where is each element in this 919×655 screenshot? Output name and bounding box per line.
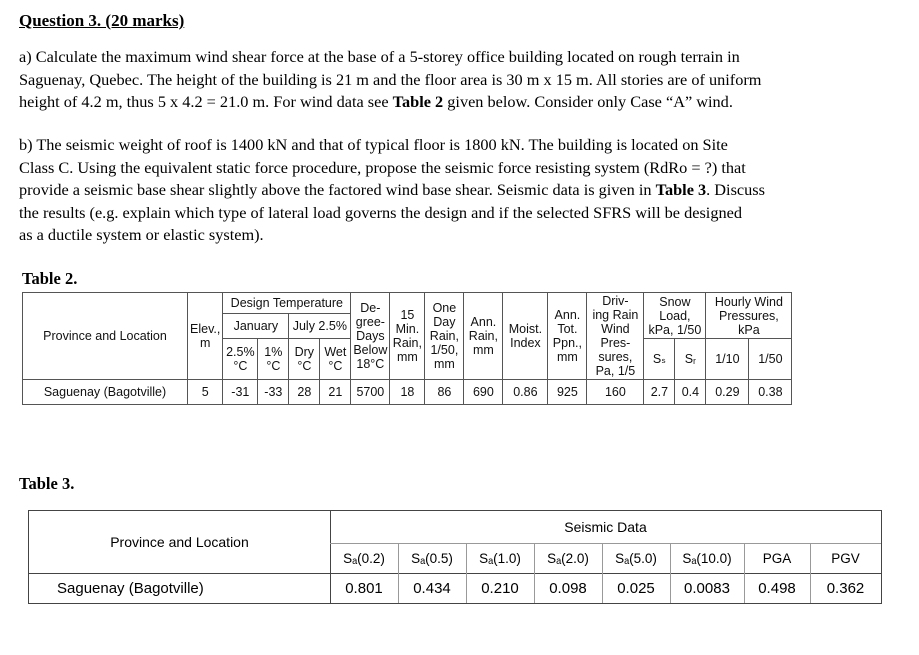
table2-label: Table 2.	[22, 269, 78, 288]
t3-value-sa20: 0.098	[549, 580, 587, 597]
part-a-line-3-end: given below. Consider only Case “A” wind.	[443, 92, 733, 111]
t2-ann-tot-ppn-header: Ann. Tot. Ppn., mm	[548, 293, 587, 380]
part-b-line-2: Class C. Using the equivalent static force procedure, propose the seismic force resisting system (RdRo = ?) that	[19, 157, 746, 177]
table-row	[23, 380, 792, 405]
t2-elev-header: Elev., m	[188, 293, 223, 380]
t2-snow-ss-header: Sₛ	[644, 339, 675, 380]
t2-jan25-cell: -31	[223, 380, 258, 405]
part-b-text	[19, 134, 891, 247]
t3-col-pgv: PGV	[831, 550, 860, 566]
t3-col-sa10: Sₐ(1.0)	[479, 550, 521, 566]
t2-15min-rain-header: 15 Min. Rain, mm	[390, 293, 425, 380]
t2-jan1-cell: -33	[258, 380, 289, 405]
t3-value-sa10: 0.210	[481, 580, 519, 597]
t3-col-sa02: Sₐ(0.2)	[343, 550, 385, 566]
t3-col-pga: PGA	[762, 550, 792, 566]
t2-province-header: Province and Location	[23, 293, 188, 380]
t2-jul-dry-cell: 28	[289, 380, 320, 405]
part-b-line-5: as a ductile system or elastic system).	[19, 225, 264, 244]
t3-province-header: Province and Location	[110, 534, 249, 550]
part-a-line-3: height of 4.2 m, thus 5 x 4.2 = 21.0 m. For wind data see	[19, 92, 393, 111]
t2-degree-days-cell: 5700	[351, 380, 390, 405]
t2-moist-index-cell: 0.86	[503, 380, 548, 405]
t2-ann-rain-header: Ann. Rain, mm	[464, 293, 503, 380]
part-b-line-3-end: . Discuss	[706, 180, 765, 199]
question-title: Question 3. (20 marks)	[19, 11, 185, 30]
table3-label: Table 3.	[19, 474, 75, 493]
t2-jul-dry-header: Dry °C	[289, 339, 320, 380]
t3-col-sa05: Sₐ(0.5)	[411, 550, 453, 566]
t2-snow-sr-header: Sᵣ	[675, 339, 706, 380]
t2-15min-rain-cell: 18	[390, 380, 425, 405]
t3-value-sa05: 0.434	[413, 580, 451, 597]
t3-value-pga: 0.498	[758, 580, 796, 597]
part-b-line-4: the results (e.g. explain which type of lateral load governs the design and if the selected SFRS will be designed	[19, 202, 742, 222]
t2-ann-rain-cell: 690	[464, 380, 503, 405]
table3-ref: Table 3	[655, 180, 707, 199]
t3-value-pgv: 0.362	[826, 580, 865, 597]
t2-one-day-rain-header: One Day Rain, 1/50, mm	[425, 293, 464, 380]
part-a-line-1: a) Calculate the maximum wind shear force at the base of a 5-storey office building located on rough terrain in	[19, 47, 740, 66]
part-b-line-1: b) The seismic weight of roof is 1400 kN and that of typical floor is 1800 kN. The building is located on Site	[19, 135, 728, 154]
t2-design-temp-header: Design Temperature	[223, 293, 351, 314]
t3-value-sa50: 0.025	[617, 580, 655, 597]
t2-driving-rain-cell: 160	[587, 380, 644, 405]
table2-ref: Table 2	[392, 92, 444, 111]
t3-col-sa100: Sₐ(10.0)	[682, 550, 732, 566]
t3-col-sa50: Sₐ(5.0)	[615, 550, 657, 566]
t2-july-header: July 2.5%	[289, 314, 351, 339]
t2-ann-tot-ppn-cell: 925	[548, 380, 587, 405]
t2-january-header: January	[223, 314, 289, 339]
t3-location-cell: Saguenay (Bagotville)	[57, 580, 204, 597]
t2-snow-load-header: Snow Load, kPa, 1/50	[644, 293, 706, 339]
t2-degree-days-header: De- gree- Days Below 18°C	[351, 293, 390, 380]
t2-moist-index-header: Moist. Index	[503, 293, 548, 380]
t3-value-sa02: 0.801	[345, 580, 383, 597]
t2-wind-10-header: 1/10	[706, 339, 749, 380]
t2-snow-sr-cell: 0.4	[675, 380, 706, 405]
t2-jan-1-header: 1% °C	[258, 339, 289, 380]
t2-jan-25-header: 2.5% °C	[223, 339, 258, 380]
table3	[28, 510, 882, 604]
part-b-line-3: provide a seismic base shear slightly above the factored wind base shear. Seismic data is given in	[19, 180, 656, 199]
t3-seismic-header: Seismic Data	[564, 519, 647, 535]
t2-driving-rain-header: Driv- ing Rain Wind Pres- sures, Pa, 1/5	[587, 293, 644, 380]
part-a-line-2: Saguenay, Quebec. The height of the building is 21 m and the floor area is 30 m x 15 m. All stories are of uniform	[19, 69, 762, 89]
t3-col-sa20: Sₐ(2.0)	[547, 550, 589, 566]
t2-one-day-rain-cell: 86	[425, 380, 464, 405]
t2-jul-wet-header: Wet °C	[320, 339, 351, 380]
part-a-text	[19, 46, 891, 114]
t3-value-sa100: 0.0083	[684, 580, 730, 597]
t2-snow-ss-cell: 2.7	[644, 380, 675, 405]
t2-jul-wet-cell: 21	[320, 380, 351, 405]
t2-location-cell: Saguenay (Bagotville)	[23, 380, 188, 405]
t2-wind-50-cell: 0.38	[749, 380, 792, 405]
table2	[22, 292, 792, 405]
t2-elev-cell: 5	[188, 380, 223, 405]
t2-wind-pressure-header: Hourly Wind Pressures, kPa	[706, 293, 792, 339]
t2-wind-10-cell: 0.29	[706, 380, 749, 405]
t2-wind-50-header: 1/50	[749, 339, 792, 380]
